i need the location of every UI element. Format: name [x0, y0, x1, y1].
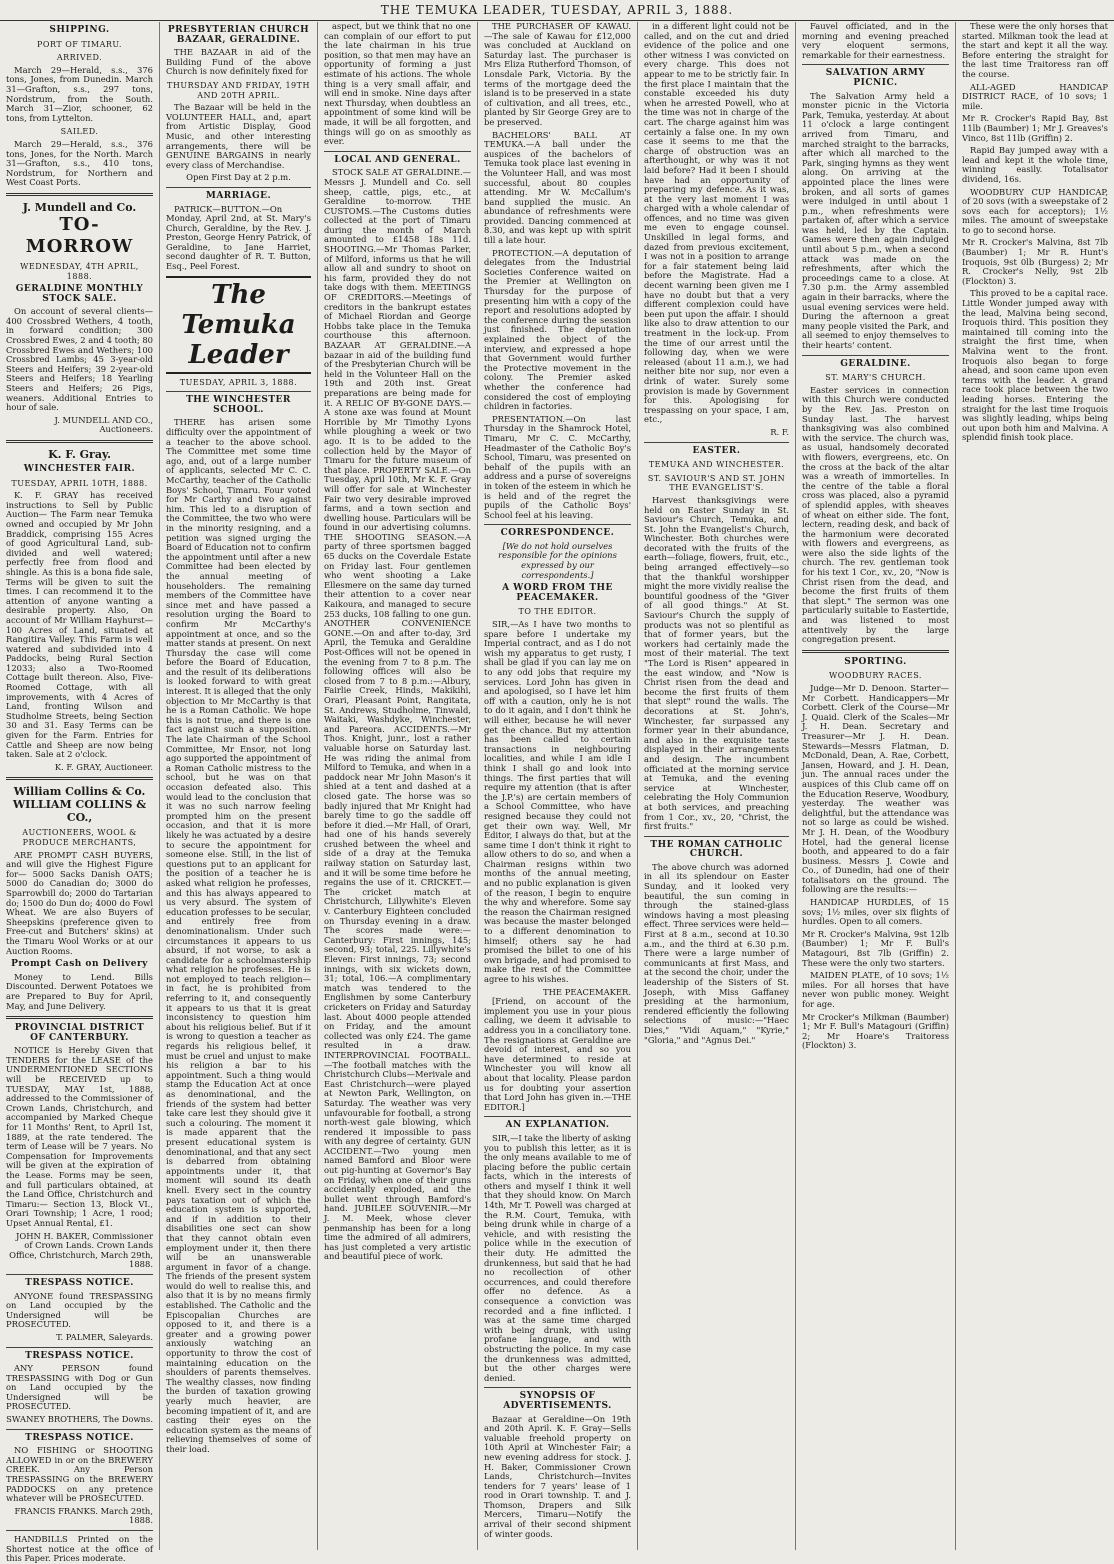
gray-text: K. F. GRAY has received instructions to Sell by Public Auction— The Farm near Temuka owned and occupied by Mr John Braddick, comprising 155 Acres of good Agricultural Land, sub-divided and well watered; perfectly free from flood and shingle. As this is a bona fide sale, Terms will be given to suit the times. I can recommend it to the attention of anyone wanting a desirable property. Also, On account of Mr William Hayhurst— 100 Acres of Land, situated at Rangitira Valley. This Farm is well watered and subdivided into 4 Paddocks, being Rural Section 12033; also a Two-Roomed Cottage built thereon. Also, Five-Roomed Cottage, with all improvements, with 4 Acres of Land, fronting Wilson and Studholme Streets, being Section 30 and 31. Easy Terms can be given for the Farm. Entries for Cattle and Sheep are now being taken. Sale at 2 o'clock.	[6, 490, 153, 760]
catholic-heading: THE ROMAN CATHOLIC CHURCH.	[650, 839, 783, 860]
maiden-results: Mr Crocker's Milkman (Baumber) 1; Mr F. Bull's Matagouri (Griffin) 2; Mr Hoare's Traitoress (Flockton) 3.	[802, 1011, 949, 1051]
column-5	[638, 22, 796, 1550]
ads-synopsis-text: Bazaar at Geraldine—On 19th and 20th April. K. F. Gray—Sells valuable freehold property on 10th April at Winchester Fair; a new evening address for stock. J. H. Baker, Commissioner Crown Lands, Christchurch—Invites tenders for 7 years' lease of 1 rood in Orari township. T. and J. Thomson, Drapers and Silk Mercers, Timaru—Notify the arrival of their second shipment of winter goods.	[484, 1413, 631, 1539]
cash-delivery: Prompt Cash on Delivery	[11, 959, 148, 970]
woodbury-cup-report: This proved to be a capital race. Little Wonder jumped away with the lead, Malvina being second, Iroquois third. This position they maintained till coming into the straight the first time, when Malvina went to the front. Iroquois also began to forge ahead, and soon came upon even terms with the leader. A grand race took place between the two leading horses. Entering the straight for the last time Iroquois was slightly leading, whips being out upon both him and Malvina. A splendid finish took place.	[962, 288, 1108, 443]
easter-subheading: TEMUKA AND WINCHESTER.	[648, 460, 785, 470]
to-editor-label: TO THE EDITOR.	[518, 607, 597, 617]
column-4	[478, 22, 638, 1550]
marriage-text: PATRICK—BUTTON.—On Monday, April 2nd, at St. Mary's Church, Geraldine, by the Rev. J. Preston, George Henry Patrick, of Geraldine, to Jane Harriet, second daughter of R. T. Button, Esq., Peel Forest.	[166, 203, 311, 272]
easter-heading: EASTER.	[692, 445, 741, 456]
local-general-text: STOCK SALE AT GERALDINE.—Messrs J. Mundell and Co. sell sheep, cattle, pigs, etc., at Geraldine to-morrow. THE CUSTOMS.—The Customs duties collected at the port of Timaru during the month of March amounted to £1458 18s 11d. SHOOTING.—Mr Thomas Parker, of Milford, informs us that he will allow all and sundry to shoot on his farm, provided they do not take dogs with them. MEETINGS OF CREDITORS.—Meetings of creditors in the bankrupt estates of Michael Riordan and George Hobbs take place in the Temuka courthouse this afternoon. BAZAAR AT GERALDINE.—A bazaar in aid of the building fund of the Presbyterian Church will be held in the Volunteer Hall on the 19th and 20th inst. Great preparations are being made for it. A RELIC OF BY-GONE DAYS.—A stone axe was found at Mount Horrible by Mr Timothy Lyons while ploughing a week or two ago. It is to be added to the collection held by the Mayor of Timaru for the future museum of that place. PROPERTY SALE.—On Tuesday, April 10th, Mr K. F. Gray will offer for sale at Winchester Fair two very desirable improved farms, and a town section and dwelling house. Particulars will be found in our advertising columns. THE SHOOTING SEASON.—A party of three sportsmen bagged 65 ducks on the Coverdale Estate on Friday last. Four gentlemen who went shooting a Lake Ellesmere on the same day turned their attention to a cover near Kaikoura, and managed to secure 253 ducks, 108 falling to one gun. ANOTHER CONVENIENCE GONE.—On and after to-day, 3rd April, the Temuka and Geraldine Post-Offices will not be opened in the evening from 7 to 8 p.m. The following offices will also be closed from 7 to 8 p.m.:—Albury, Fairlie Creek, Hinds, Makikihi, Orari, Pleasant Point, Rangitata, St. Andrews, Studholme, Tinwald, Waitaki, Washdyke, Winchester, and Pareora. ACCIDENTS.—Mr Thos. Knight, junr., lost a rather valuable horse on Saturday last. He was riding the animal from Milford to Temuka, and when in a paddock near Mr John Mason's it shied at a tent and dashed at a closed gate. The horse was so badly injured that Mr Knight had barely time to go the saddle off before it died.—Mr Hall, of Orari, had one of his hands severely crushed between the wheel and side of a dray at the Temuka railway station on Saturday last, and it will be some time before he regains the use of it. CRICKET.—The cricket match at Christchurch, Lillywhite's Eleven v. Canterbury Eighteen concluded on Thursday evening in a draw. The scores made were:—Canterbury: First innings, 145; second, 93; total, 225. Lillywhite's Eleven: First innings, 73; second innings, with six wickets down, 31; total, 106.—A complimentary match was tendered to the Englishmen by some Canterbury cricketers on Friday and Saturday last. About 4000 people attended on Friday, and the amount collected was only £24. The game resulted in a draw. INTERPROVINCIAL FOOTBALL.—The football matches with the Christchurch Clubs—Merivale and East Christchurch—were played at Newton Park, Wellington, on Saturday. The weather was very unfavourable for football, a strong north-west gale blowing, which rendered it impossible to pass with any degree of certainty. GUN ACCIDENT.—Two young men named Bamford and Bloor were out pig-hunting at Governor's Bay on Friday, when one of their guns accidentally exploded, and the bullet went through Bamford's hand. JUBILEE SOUVENIR.—Mr J. M. Meek, whose clever penmanship has been for a long time the admired of all admirers, has just completed a very artistic and beautiful piece of work.	[324, 167, 471, 1262]
peacemaker-signature: THE PEACEMAKER.	[543, 986, 631, 997]
collins-title: WILLIAM COLLINS & CO.,	[12, 798, 147, 825]
handbills-text: HANDBILLS Printed on the Shortest notice at the office of this Paper. Prices moderate.	[6, 1534, 153, 1564]
collins-name: William Collins & Co.	[13, 785, 146, 799]
bazaar-open: Open First Day at 2 p.m.	[186, 172, 291, 183]
provincial-signature: JOHN H. BAKER, Commissioner of Crown Lands. Crown Lands Office, Christchurch, March 29th, 1888.	[9, 1230, 153, 1270]
shipping-heading: SHIPPING.	[49, 25, 110, 35]
page-masthead: THE TEMUKA LEADER, TUESDAY, APRIL 3, 1888.	[0, 0, 1114, 21]
explanation-continued: in a different light could not be called, and on the cut and dried evidence of the police and one other witness I was convicted on every charge. This does not appear to me to be strictly fair. In the first place I maintain that the constable exceeded his duty when he arrested Powell, who at the time was not in charge of the cart. The charge against him was certainly a false one. In my own case it seems to me that the charge of obstruction was an afterthought, or why was it not laid before? Had it been I should have had an opportunity of preparing my defence. As it was, at the very last moment I was charged with a whole calendar of offences, and no time was given me even to engage counsel. Unskilled in legal forms, and dazed from previous excitement, I was not in a position to arrange for a fair statement being laid before the Magistrate. Had a decent warning been given me I have no doubt but that a very different complexion could have been put upon the affair. I should like also to draw attention to our treatment in the lock-up. From the time of our arrest until the following day, when we were released (about 11 a.m.), we had neither bite nor sup, nor even a drink of water. Surely some provision is made by Government for this. Apologising for trespassing on your space, I am, etc.,	[644, 21, 789, 425]
geraldine-subheading: ST. MARY'S CHURCH.	[825, 373, 926, 383]
catholic-text: The above church was adorned in all its splendour on Easter Sunday, and it looked very beautiful, the sun coming in through the stained-glass windows having a most pleasing effect. Three services were held—First at 8 a.m., second at 10.30 a.m., and the third at 6.30 p.m. There were a large number of communicants at first Mass, and at the second the choir, under the leadership of the Sisters of St. Joseph, with Miss Gaffaney presiding at the harmonium, rendered efficiently the following selections of music:—"Haec Dies," "Vidi Aquam," "Kyrie," "Gloria," and "Agnus Dei."	[644, 861, 789, 1045]
easter-text: Harvest thanksgivings were held on Easter Sunday in St. Saviour's Church, Temuka, and St. John the Evangelist's Church, Winchester. Both churches were decorated with the fruits of the earth—foliage, flowers, fruit, etc., being arranged effectively—so that the thankful worshipper might the more vividly realise the bountiful goodness of the "Giver of all good things." At St. Saviour's Church the supply of products was not so plentiful as that of former years, but the workers had certainly made the most of their material. The text "The Lord is Risen" appeared in the east window, and "Now is Christ risen from the dead and become the first fruits of them that slept" round the walls. The decorations at St. John's, Winchester, far surpassed any former year in their abundance, and also in the exquisite taste displayed in their arrangements and design. The incumbent officiated at the morning service at Temuka, and the evening service at Winchester, celebrating the Holy Communion at both services, and preaching from 1 Cor., xv., 20, "Christ, the first fruits."	[644, 494, 789, 832]
geraldine-heading: GERALDINE.	[840, 358, 911, 369]
trespass-1-heading: TRESPASS NOTICE.	[25, 1277, 134, 1288]
presentation-text: PRESENTATION.—On last Thursday in the Shamrock Hotel, Timaru, Mr C. C. McCarthy, Headmaster of the Catholic Boy's School, Timaru, was presented on behalf of the pupils with an address and a purse of sovereigns in token of the esteem in which he is held and of the regret the pupils of the Catholic Boys' School feel at his leaving.	[484, 413, 631, 520]
paper-title: The Temuka Leader	[166, 276, 311, 374]
woodbury-cup-text: WOODBURY CUP HANDICAP, of 20 sovs (with a sweepstake of 2 sovs each for acceptors); 1½ miles. The amount of sweepstake to go to second horse.	[962, 186, 1108, 235]
races-text: Judge—Mr D. Denoon. Starter—Mr Corbett. Handicappers—Mr Corbett. Clerk of the Course—Mr J. Quaid. Clerk of the Scales—Mr J. H. Dean. Secretary and Treasurer—Mr J. H. Dean. Stewards—Messrs Flatman, D. McDonald, Dean, A. Rae, Corbett, Jansen, Howard, and J. H. Dean, jun. The annual races under the auspices of this Club came off on the Education Reserve, Woodbury, yesterday. The weather was delightful, but the attendance was not so large as could be wished. Mr J. H. Dean, of the Woodbury Hotel, had the general license booth, and appeared to do a fair business. Messrs J. Cowie and Co., of Dunedin, had one of their totalisators on the ground. The following are the results:—	[802, 683, 949, 895]
provincial-text: NOTICE is Hereby Given that TENDERS for the LEASE of the UNDERMENTIONED SECTIONS will be RECEIVED up to TUESDAY, MAY 1st, 1888, addressed to the Commissioner of Crown Lands, Christchurch, and accompanied by Marked Cheque for 11 Months' Rent, to April 1st, 1889, at the rate tendered. The term of Lease will be 7 years. No Compensation for Improvements will be given at the expiration of the Lease. Forms may be seen, and full particulars obtained, at the Land Office, Christchurch and Timaru:— Section 13, Block VI., Orari Township; 1 Acre, 1 rood; Upset Annual Rental, £1.	[6, 1045, 153, 1228]
editorial-continued: aspect, but we think that no one can complain of our effort to put the late chairman in his true position, so that men may have an opportunity of forming a just estimate of his actions. The whole thing is a very small affair, and will end in smoke. Nine days after next Thursday, when doubtless an appointment of some kind will be made, it will be all forgotten, and things will go on as smoothly as ever.	[324, 21, 471, 147]
protection-text: PROTECTION.—A deputation of delegates from the Industrial Societies Conference waited on the Premier at Wellington on Thursday for the purpose of presenting him with a copy of the report and resolutions adopted by the conference during the session just finished. The deputation explained the object of the interview, and expressed a hope that Government would further the Protective movement in the colony. The Premier asked whether the conference had considered the cost of employing children in factories.	[484, 247, 631, 412]
bazaar-dates: THURSDAY AND FRIDAY, 19TH AND 20TH APRIL.	[167, 80, 310, 100]
hurdles-results: Mr R. Crocker's Malvina, 9st 12lb (Baumber) 1; Mr F. Bull's Matagouri, 8st 7lb (Griffin) 2. These were the only two starters.	[802, 928, 949, 968]
tomorrow-heading: TO-MORROW	[25, 213, 134, 257]
shipping-port: PORT OF TIMARU.	[37, 39, 122, 49]
trespass-3-text: NO FISHING or SHOOTING ALLOWED in or on the BREWERY CREEK. Any Person TRESPASSING on the BREWERY PADDOCKS on any pretence whatever will be PROSECUTED.	[6, 1445, 153, 1504]
ball-text: BACHELORS' BALL AT TEMUKA.—A ball under the auspices of the bachelors of Temuka took place last evening in the Volunteer Hall, and was most successful, about 80 couples attending. Mr W. McCallum's band supplied the music. An abundance of refreshments were provided. Dancing commenced at 8.30, and was kept up with spirit till a late hour.	[484, 129, 631, 246]
salvation-text: The Salvation Army held a monster picnic in the Victoria Park, Temuka, yesterday. At about 11 o'clock a large contingent arrived from Timaru, and marched straight to the barracks, after which all marched to the Park, singing hymns as they went along. On arriving at the appointed place the lines were broken, and all sorts of games were indulged in until about 1 p.m., when refreshments were partaken of, after which a service was held, led by the Captain. Games were then again indulged until about 5 p.m., when a second attack was made on the refreshments, after which the proceedings came to a close. At 7.30 p.m. the Army assembled again in their barracks, where the usual evening services were held. During the afternoon a great many people visited the Park, and all seemed to enjoy themselves to their hearts' content.	[802, 90, 949, 350]
peacemaker-heading: A WORD FROM THE PEACEMAKER.	[502, 583, 613, 603]
column-3	[318, 22, 478, 1550]
bazaar-heading: PRESBYTERIAN CHURCH BAZAAR, GERALDINE.	[167, 25, 310, 45]
trespass-1-text: ANYONE found TRESPASSING on Land occupied by the Undersigned will be PROSECUTED.	[6, 1290, 153, 1330]
stock-sale-heading: GERALDINE MONTHLY STOCK SALE.	[15, 284, 144, 304]
gray-name: K. F. Gray.	[48, 448, 111, 461]
bazaar-text: THE BAZAAR in aid of the Building Fund of the above Church is now definitely fixed for	[166, 47, 311, 77]
district-race-results: Mr R. Crocker's Rapid Bay, 8st 11lb (Baumber) 1; Mr J. Greaves's Vinco, 8st 11lb (Griffin) 2.	[962, 113, 1108, 143]
paper-date: TUESDAY, APRIL 3, 1888.	[179, 377, 298, 387]
races-heading: WOODBURY RACES.	[829, 671, 922, 681]
easter-subheading-2: ST. SAVIOUR'S AND ST. JOHN THE EVANGELIST'S.	[647, 473, 786, 493]
district-race-text: ALL-AGED HANDICAP DISTRICT RACE, of 10 sovs; 1 mile.	[962, 81, 1108, 111]
collins-text-2: Money to Lend. Bills Discounted. Derwent Potatoes we are Prepared to Buy for April, May, and June Delivery.	[6, 971, 153, 1011]
sailed-label: SAILED.	[60, 127, 99, 137]
column-1	[0, 22, 160, 1564]
gray-signature: K. F. GRAY, Auctioneer.	[54, 761, 153, 772]
maiden-text: MAIDEN PLATE, of 10 sovs; 1½ miles. For all horses that have never won public money. Weight for age.	[802, 970, 949, 1009]
column-2	[160, 22, 318, 1550]
stock-sale-signature: J. MUNDELL AND CO., Auctioneers.	[54, 414, 153, 435]
stock-sale-text: On account of several clients— 400 Crossbred Wethers, 4 tooth, in forward condition; 300 Crossbred Ewes, 2 and 4 tooth; 80 Crossbred Ewes and Wethers; 100 Crossbred Lambs; 45 3-year-old Steers and Heifers; 39 2-year-old Steers and Heifers; 18 Yearling Steers and Heifers; 26 Pigs, weaners. Additional Entries to hour of sale.	[6, 306, 153, 413]
collins-subtitle: AUCTIONEERS, WOOL & PRODUCE MERCHANTS,	[22, 828, 137, 847]
bazaar-text-2: The Bazaar will be held in the VOLUNTEER HALL, and, apart from Artistic Display, Good Music, and other interesting arrangements, there will be GENUINE BARGAINS in nearly every class of Merchandise.	[166, 102, 311, 170]
sporting-heading: SPORTING.	[844, 656, 907, 667]
trespass-2-heading: TRESPASS NOTICE.	[25, 1350, 134, 1361]
winchester-fair-heading: WINCHESTER FAIR.	[23, 464, 136, 474]
mundell-name: J. Mundell and Co.	[22, 200, 137, 214]
trespass-1-signature: T. PALMER, Saleyards.	[56, 1331, 153, 1342]
column-6	[796, 22, 956, 1550]
explanation-signature: R. F.	[770, 426, 789, 437]
arrived-label: ARRIVED.	[56, 53, 103, 63]
geraldine-text: Easter services in connection with this Church were conducted by the Rev. Jas. Preston on Sunday last. The harvest thanksgiving was also combined with the service. The church was, as usual, handsomely decorated with flowers, evergreens, etc. On the cross at the back of the altar was a wreath of immortelles. In the centre of the table a floral cross was placed, also a pyramid of splendid apples, with sheaves of wheat on either side. The font, lectern, reading desk, and back of the harmonium were decorated with flowers and evergreens, as were also the side lights of the church. The rev. gentleman took for his text 1 Cor., xv., 20, "Now is Christ risen from the dead, and become the first fruits of them that slept." The sermon was one particularly suitable to Eastertide, and was listened to most attentively by the large congregation present.	[802, 384, 949, 645]
catholic-continued: Fauvel officiated, and in the morning and evening preached very eloquent sermons, remarkable for their earnestness.	[802, 21, 949, 60]
maiden-continued: These were the only horses that started. Milkman took the lead at the start and kept it all the way. Before entering the straight for the last time Traitoress ran off the course.	[962, 21, 1108, 79]
explanation-heading: AN EXPLANATION.	[505, 1120, 610, 1131]
district-race-report: Rapid Bay jumped away with a lead and kept it the whole time, winning easily. Totalisator dividend, 16s.	[962, 145, 1108, 184]
arrived-text: March 29—Herald, s.s., 376 tons, Jones, from Dunedin. March 31—Grafton, s.s., 297 tons, Nordstrum, from the South. March 31—Zior, schooner, 62 tons, from Lyttelton.	[6, 64, 153, 123]
trespass-2-text: ANY PERSON found TRESPASSING with Dog or Gun on Land occupied by the Undersigned will be PROSECUTED.	[6, 1363, 153, 1412]
tomorrow-date: WEDNESDAY, 4TH APRIL, 1888.	[20, 261, 139, 281]
local-general-heading: LOCAL AND GENERAL.	[334, 154, 461, 165]
sailed-text: March 29—Herald, s.s., 376 tons, Jones, for the North. March 31—Grafton, s.s., 410 tons, Nordstrum, for Northern and West Coast Ports.	[6, 138, 153, 188]
marriage-heading: MARRIAGE.	[205, 190, 272, 201]
peacemaker-text: SIR,—As I have two months to spare before I undertake my Imperial contract, and as I do not wish my apparatus to get rusty, I shall be glad if you can lay me on to any odd jobs that require my services. Lord John has given in and apologised, so I have let him off with a caution, only he is not to do it again, and I don't think he will either, because he will never get the chance. But my attention has been called to certain transactions in neighbouring localities, and while I am idle I think I shall go and look into things. The first parties that will require my attention (that is after the J.P.'s) are certain members of a School Committee, who have resigned because they could not get their own way. Well, Mr Editor, I always do that, but at the same time I don't think it right to allow others to do so, and when a Chairman resigns within two months of the annual meeting, and no public explanation is given of the reason, I begin to enquire the why and wherefore. Some say the reason the Chairman resigned was because the master belonged to a different denomination to himself; others say he had promised the billet to one of his own brigade, and had promised to make the rest of the Committee agree to his wishes.	[484, 619, 631, 984]
trespass-3-heading: TRESPASS NOTICE.	[25, 1432, 134, 1443]
correspondence-note: [We do not hold ourselves responsible for the opinions expressed by our correspondents.]	[498, 540, 617, 580]
explanation-text: SIR,—I take the liberty of asking you to publish this letter, as it is the only means available to me of placing before the public certain facts, which in the interests of others and myself I think it well that they should know. On March 14th, Mr T. Powell was charged at the R.M. Court, Temuka, with being drunk while in charge of a vehicle, and with resisting the police while in the execution of their duty. He admitted the drunkenness, but said that he had no recollection of other occurrences, and could therefore offer no defence. As a consequence a conviction was recorded and a fine inflicted. I was at the same time charged with being drunk, with using profane language, and with obstructing the police. In my case the drunkenness was admitted, but the other charges were denied.	[484, 1132, 631, 1383]
provincial-heading: PROVINCIAL DISTRICT OF CANTERBURY.	[14, 1023, 145, 1043]
winchester-fair-date: TUESDAY, APRIL 10TH, 1888.	[11, 478, 148, 488]
collins-text: ARE PROMPT CASH BUYERS, and will give the Highest Figure for— 5000 Sacks Danish OATS; 5000 do Canadian do; 3000 do Sparrowbill do; 2000 do Tartarian do; 1500 do Dun do; 4000 do Fowl Wheat. We are also Buyers of Sheepskins (preference given to Free-cut and Butchers' skins) at the Timaru Wool Works or at our Auction Rooms.	[6, 849, 153, 956]
trespass-2-signature: SWANEY BROTHERS, The Downs.	[6, 1414, 153, 1425]
correspondence-heading: CORRESPONDENCE.	[500, 528, 615, 539]
editor-note: [Friend, on account of the implement you use in your pious calling, we deem it advisable to address you in a conciliatory tone. The resignations at Geraldine are devoid of interest, and so you have determined to reside at Winchester you will know all about that locality. Please pardon us for doubting your assertion that Lord John has given in.—THE EDITOR.]	[484, 996, 631, 1112]
school-text: THERE has arisen some difficulty over the appointment of a teacher to the above school. The Committee met some time ago, and, out of a large number of applicants, selected Mr C. C. McCarthy, teacher of the Catholic Boys' School, Timaru. Four voted for Mr Carthy and two against him. This led to a disruption of the Committee, the two who were in the minority resigning, and a petition was signed urging the Board of Education not to confirm the appointment until after a new Committee had been elected by the annual meeting of householders. The remaining members of the Committee have since met and have passed a resolution urging the Board to confirm Mr McCarthy's appointment at once, and so the matter stands at present. On next Thursday the case will come before the Board of Education, and the result of its deliberations is looked forward to with great interest. It is alleged that the only objection to Mr McCarthy is that he is a Roman Catholic. We hope this is not true, and there is one fact against such a supposition. The late Chairman of the School Committee, Mr Ensor, not long ago supported the appointment of a Roman Catholic mistress to the school, but he was on that occasion defeated also. This would lead to the conclusion that it was no such narrow feeling prompted him on the present occasion, and that it is more likely he was actuated by a desire to secure the appointment for someone else. Still, in the list of questions put to an applicant for the position of a teacher he is asked what religion he professes, and this has always appeared to us very absurd. The system of education professes to be secular, and entirely free from denominationalism. Under such circumstances it appears to us absurd, if not worse, to ask a candidate for a schoolmastership what religion he professes. He is not employed to teach religion—in fact, he is prohibited from referring to it, and consequently it appears to us that it is great inconsistency to question him about his religious belief. But if it is wrong to question a teacher as regards his religious belief, it must be cruel and unjust to make his religion a bar to his appointment. Such a thing would stamp the Education Act at once as denominational, and the friends of the system had better take care lest they should give it such a colouring. The moment it is made apparent that the present educational system is denominational, and that any sect is debarred from obtaining appointments under it, that moment will sound its death knell. Every sect in the country pays taxation out of which the education system is supported, and if in addition to their disabilities one sect can show that they cannot obtain even employment under it, then there will be an unanswerable argument in favor of a change. The friends of the present system would do well to realise this, and also that it is by no means firmly established. The Catholic and the Episcopalian Churches are opposed to it, and there is a greater and a growing power anxiously watching an opportunity to throw the cost of maintaining education on the shoulders of parents themselves. The wealthy classes, now finding the burden of taxation growing yearly much heavier, are becoming impatient of it, and are casting their eyes on the education system as the means of relieving themselves of some of their load.	[166, 417, 311, 1454]
kawau-text: THE PURCHASER OF KAWAU.—The sale of Kawau for £12,000 was concluded at Auckland on Saturday last. The purchaser is Mrs Eliza Rutherford Thomson, of Lonsdale Park, Victoria. By the terms of the mortgage deed the island is to be preserved in a state of cultivation, and all trees, etc., planted by Sir George Grey are to be preserved.	[484, 21, 631, 127]
woodbury-cup-results: Mr R. Crocker's Malvina, 8st 7lb (Baumber) 1; Mr R. Hunt's Iroquois, 9st 0lb (Burgess) 2; Mr R. Crocker's Nelly, 9st 2lb (Flockton) 3.	[962, 237, 1108, 286]
ads-synopsis-heading: SYNOPSIS OF ADVERTISEMENTS.	[503, 1391, 612, 1411]
trespass-3-signature: FRANCIS FRANKS. March 29th, 1888.	[14, 1505, 153, 1526]
salvation-heading: SALVATION ARMY PICNIC.	[825, 68, 926, 88]
hurdles-text: HANDICAP HURDLES, of 15 sovs; 1½ miles, over six flights of hurdles. Open to all comers.	[802, 897, 949, 927]
column-7	[956, 22, 1114, 1550]
school-heading: THE WINCHESTER SCHOOL.	[186, 395, 291, 415]
